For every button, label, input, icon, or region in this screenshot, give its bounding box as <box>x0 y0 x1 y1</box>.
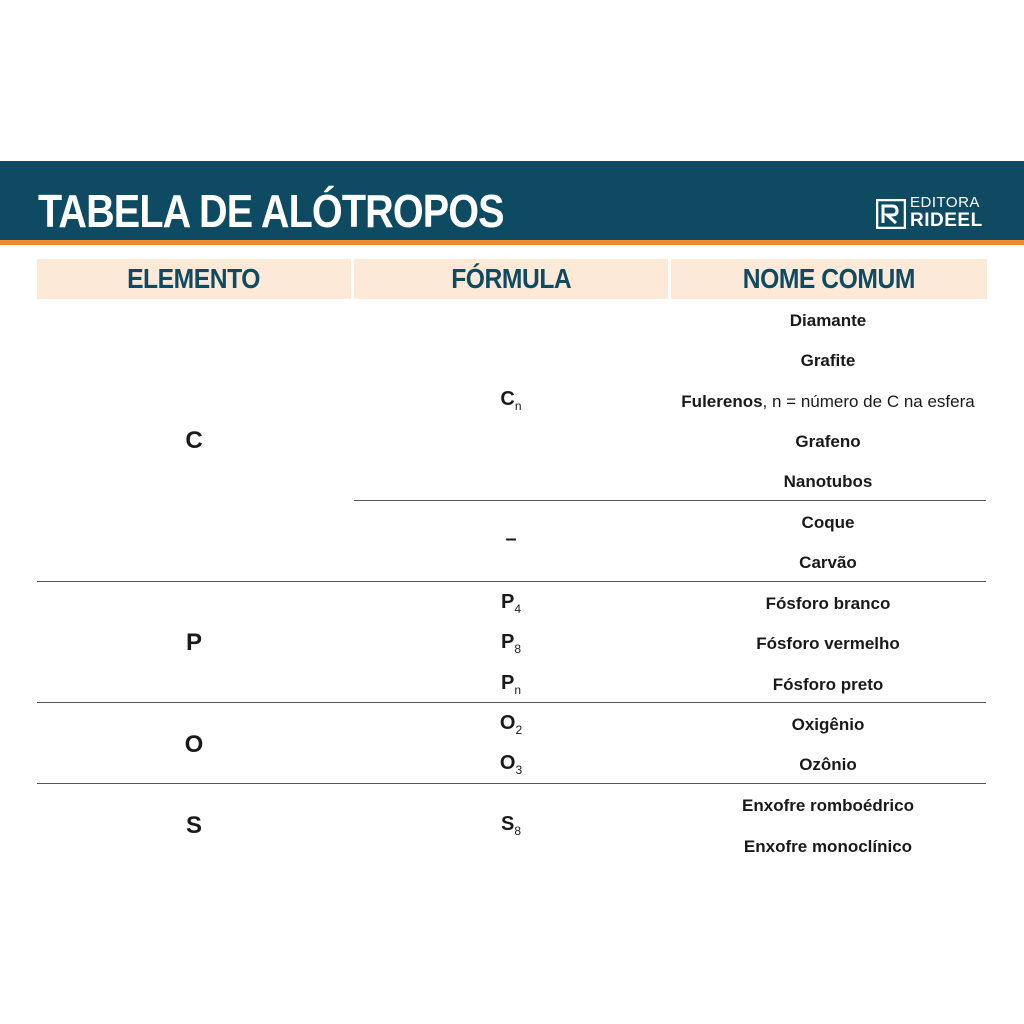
common-name-text: Fósforo branco <box>765 594 891 613</box>
formula-symbol: P <box>500 631 515 653</box>
common-name <box>670 755 986 775</box>
common-name <box>670 311 986 331</box>
element-cell: C <box>185 427 203 454</box>
element-cell: S <box>185 812 202 839</box>
common-name <box>670 796 986 816</box>
formula-symbol: P <box>500 672 515 694</box>
formula-cell <box>354 672 668 697</box>
common-name-text: Grafite <box>800 351 856 370</box>
formula-symbol: O <box>499 712 516 734</box>
header-nome-comum-label: NOME COMUM <box>742 263 916 294</box>
common-name <box>670 837 986 857</box>
formula-subscript: 8 <box>514 642 522 656</box>
common-name-text: Fósforo vermelho <box>756 634 900 653</box>
publisher-logo <box>876 196 988 232</box>
table-header <box>37 259 987 299</box>
formula-subscript: 8 <box>514 824 522 838</box>
common-name-text: Carvão <box>799 553 857 572</box>
common-name-text: Enxofre monoclínico <box>743 837 913 856</box>
formula-symbol: O <box>499 752 516 774</box>
common-name-text: Coque <box>801 513 855 532</box>
common-name-text: Fósforo preto <box>772 675 884 694</box>
common-name <box>670 594 986 614</box>
element-cell: O <box>184 731 204 758</box>
formula-subscript: 2 <box>515 723 523 737</box>
common-name-text: Diamante <box>789 311 867 330</box>
header-formula <box>354 259 668 299</box>
formula-symbol: C <box>500 388 515 410</box>
group-divider <box>37 702 986 703</box>
formula-symbol: P <box>500 591 515 613</box>
formula-cell <box>354 528 668 551</box>
common-name-text: Ozônio <box>799 755 857 774</box>
common-name <box>670 634 986 654</box>
formula-symbol: – <box>505 528 517 550</box>
common-name <box>670 553 986 573</box>
formula-subscript: 3 <box>515 763 523 777</box>
page-title: TABELA DE ALÓTROPOS <box>38 185 504 237</box>
formula-cell <box>354 712 668 737</box>
common-name-text: Fulerenos <box>681 392 763 411</box>
formula-symbol: S <box>500 813 515 835</box>
logo-text-rideel: RIDEEL <box>910 210 983 231</box>
common-name-text: Oxigênio <box>791 715 865 734</box>
common-name <box>670 351 986 371</box>
formula-cell <box>354 591 668 616</box>
group-divider <box>37 783 986 784</box>
common-name <box>670 472 986 492</box>
common-name <box>670 392 986 412</box>
common-name-note: , n = número de C na esfera <box>762 392 975 411</box>
formula-cell <box>354 752 668 777</box>
common-name <box>670 432 986 452</box>
element-cell: P <box>185 629 202 656</box>
formula-cell <box>354 388 668 413</box>
common-name-text: Nanotubos <box>783 472 873 491</box>
header-nome-comum <box>671 259 987 299</box>
header-elemento <box>37 259 351 299</box>
formula-subscript: 4 <box>514 602 522 616</box>
group-divider <box>37 581 986 582</box>
formula-subscript: n <box>514 399 522 413</box>
logo-text-editora: EDITORA <box>910 194 980 211</box>
banner-accent-stripe <box>0 240 1024 245</box>
formula-subscript: n <box>514 683 522 697</box>
header-formula-label: FÓRMULA <box>450 263 572 294</box>
common-name <box>670 675 986 695</box>
header-elemento-label: ELEMENTO <box>127 263 261 294</box>
common-name-text: Grafeno <box>795 432 861 451</box>
common-name-text: Enxofre romboédrico <box>742 796 914 815</box>
common-name <box>670 513 986 533</box>
rideel-logo-icon <box>876 199 906 229</box>
row-divider <box>354 500 986 501</box>
formula-cell <box>354 631 668 656</box>
common-name <box>670 715 986 735</box>
formula-cell <box>354 813 668 838</box>
